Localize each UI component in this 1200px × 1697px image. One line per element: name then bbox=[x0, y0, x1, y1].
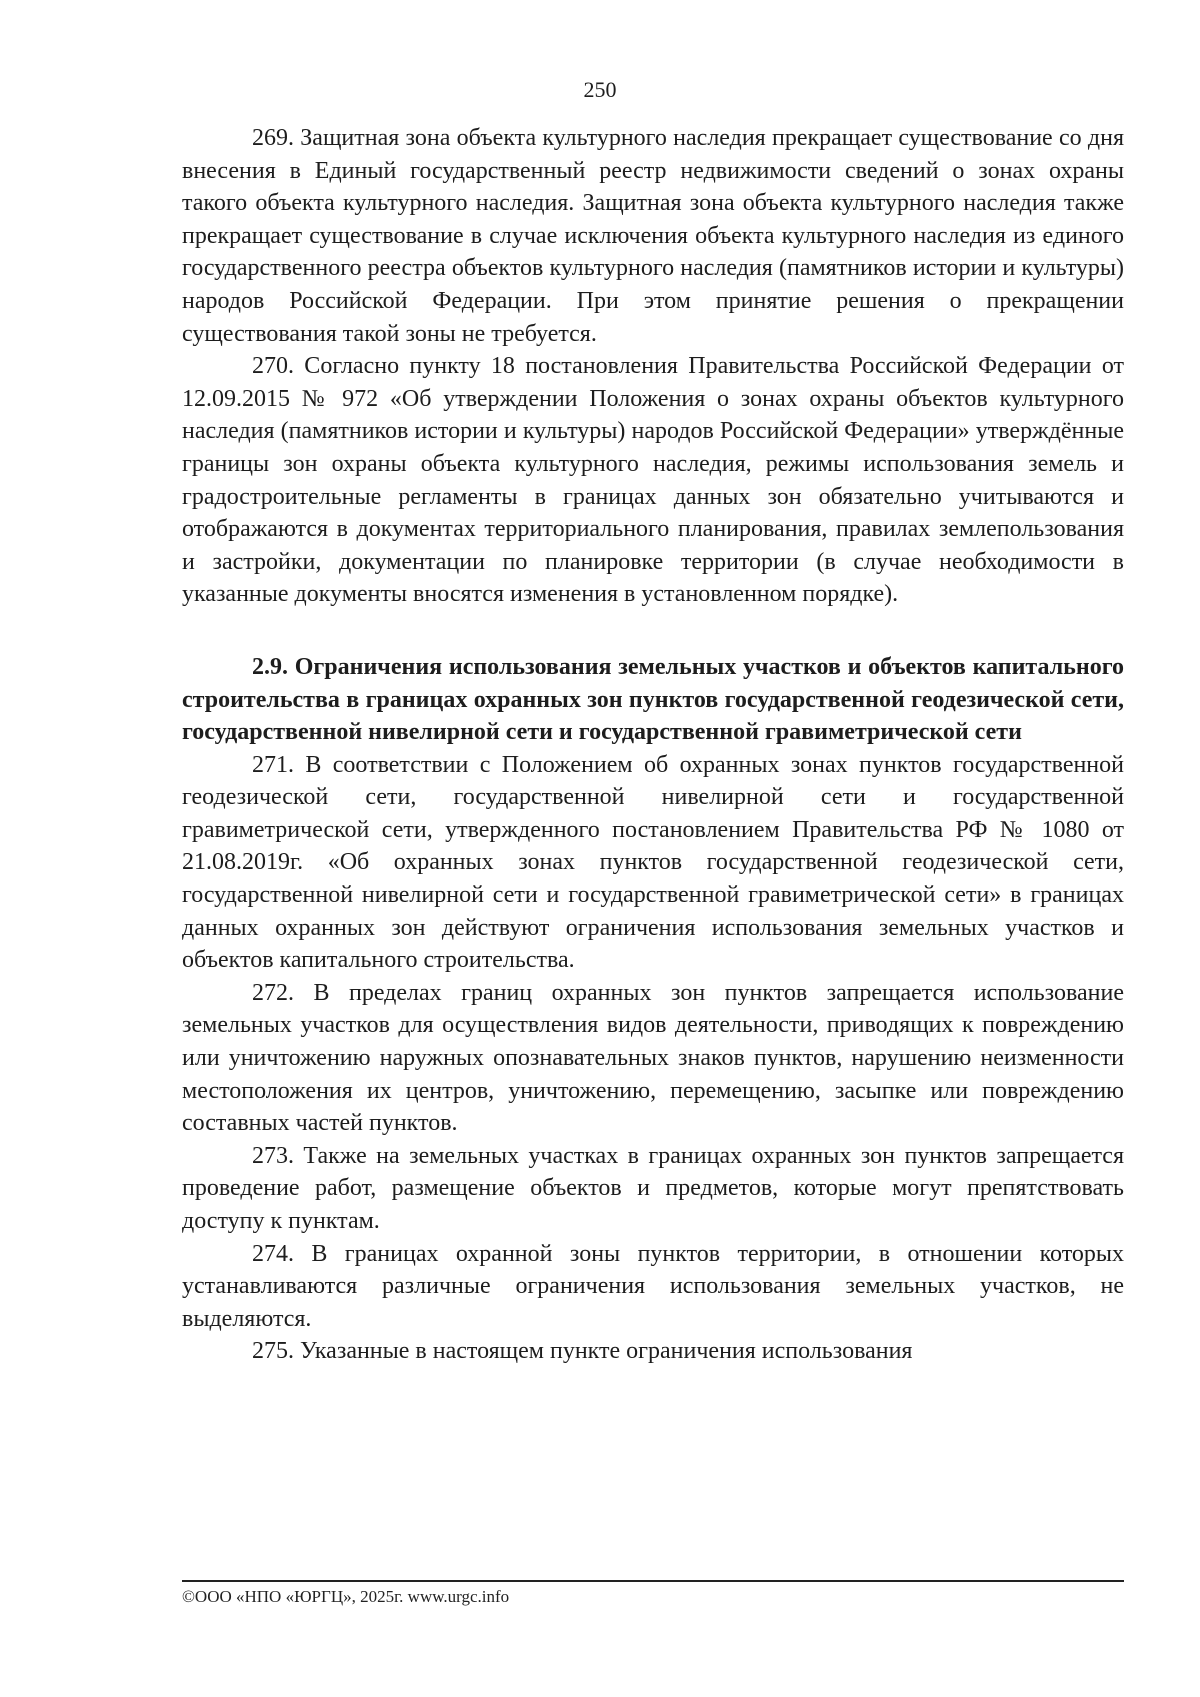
footer-divider bbox=[182, 1580, 1124, 1582]
page-body bbox=[182, 122, 1124, 1368]
paragraph-271: 271. В соответствии с Положением об охранных зонах пунктов государственной геодезической сети, государственной нивелирной сети и государственной гравиметрической сети, утвержденного постановлением Правительства РФ № 1080 от 21.08.2019г. «Об охранных зонах пунктов государственной геодезической сети, государственной нивелирной сети и государственной гравиметрической сети» в границах данных охранных зон действуют ограничения использования земельных участков и объектов капитального строительства. bbox=[182, 751, 1124, 974]
paragraph-274: 274. В границах охранной зоны пунктов территории, в отношении которых устанавливаются различные ограничения использования земельных участков, не выделяются. bbox=[182, 1240, 1124, 1332]
page-number: 250 bbox=[583, 77, 617, 102]
paragraph-270: 270. Согласно пункту 18 постановления Правительства Российской Федерации от 12.09.2015 № 972 «Об утверждении Положения о зонах охраны объектов культурного наследия (памятников истории и культуры) народов Российской Федерации» утверждённые границы зон охраны объекта культурного наследия, режимы использования земель и градостроительные регламенты в границах данных зон обязательно учитываются и отображаются в документах территориального планирования, правилах землепользования и застройки, документации по планировке территории (в случае необходимости в указанные документы вносятся изменения в установленном порядке). bbox=[182, 353, 1124, 608]
paragraph-273: 273. Также на земельных участках в границах охранных зон пунктов запрещается проведение работ, размещение объектов и предметов, которые могут препятствовать доступу к пунктам. bbox=[182, 1142, 1124, 1234]
footer-copyright: ©ООО «НПО «ЮРГЦ», 2025г. www.urgc.info bbox=[182, 1587, 510, 1606]
section-heading-2-9: 2.9. Ограничения использования земельных участков и объектов капитального строительства в границах охранных зон пунктов государственной геодезической сети, государственной нивелирной сети и государственной гравиметрической сети bbox=[182, 653, 1124, 746]
paragraph-275: 275. Указанные в настоящем пункте ограничения использования bbox=[252, 1338, 913, 1365]
paragraph-272: 272. В пределах границ охранных зон пунктов запрещается использование земельных участков для осуществления видов деятельности, приводящих к повреждению или уничтожению наружных опознавательных знаков пунктов, нарушению неизменности местоположения их центров, уничтожению, перемещению, засыпке или повреждению составных частей пунктов. bbox=[182, 979, 1124, 1137]
paragraph-269: 269. Защитная зона объекта культурного наследия прекращает существование со дня внесения в Единый государственный реестр недвижимости сведений о зонах охраны такого объекта культурного наследия. Защитная зона объекта культурного наследия также прекращает существование в случае исключения объекта культурного наследия из единого государственного реестра объектов культурного наследия (памятников истории и культуры) народов Российской Федерации. При этом принятие решения о прекращении существования такой зоны не требуется. bbox=[182, 125, 1124, 347]
